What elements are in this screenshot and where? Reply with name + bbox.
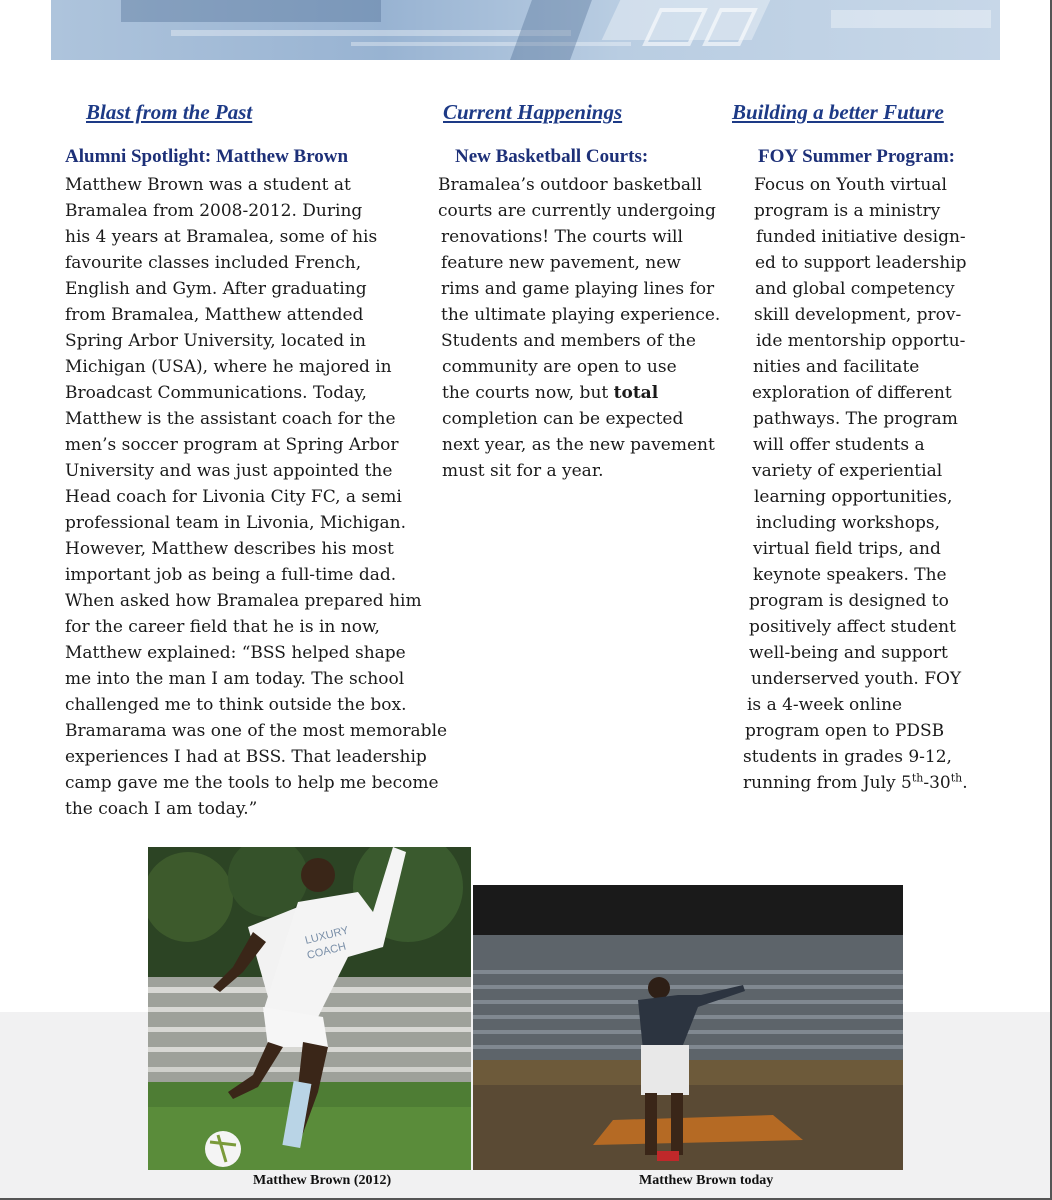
foy-text-line: ide mentorship opportu- xyxy=(756,331,966,351)
foy-text-line: program is a ministry xyxy=(754,201,941,221)
heading-blast-from-the-past: Blast from the Past xyxy=(86,100,253,124)
alumni-text-line: When asked how Bramalea prepared him xyxy=(65,591,422,611)
courts-text-line: community are open to use xyxy=(442,357,677,377)
alumni-text-line: Matthew explained: “BSS helped shape xyxy=(65,643,406,663)
alumni-text-line: Michigan (USA), where he majored in xyxy=(65,357,392,377)
alumni-text-line: from Bramalea, Matthew attended xyxy=(65,305,364,325)
foy-dates-fragment: -30 xyxy=(923,773,951,793)
alumni-text-line: Bramarama was one of the most memorable xyxy=(65,721,448,741)
foy-dates-fragment: running from July 5 xyxy=(743,773,912,793)
svg-text:COACH: COACH xyxy=(305,940,348,962)
alumni-text-line: Head coach for Livonia City FC, a semi xyxy=(65,487,402,507)
ordinal-superscript: th xyxy=(950,771,963,785)
foy-dates-fragment: . xyxy=(962,773,968,793)
matthew-brown-today-photo xyxy=(473,885,903,1170)
foy-text-line: and global competency xyxy=(755,279,955,299)
foy-text-line: including workshops, xyxy=(756,513,940,533)
subheading-foy-summer-program: FOY Summer Program: xyxy=(758,146,955,167)
foy-text-line: students in grades 9-12, xyxy=(743,747,952,767)
foy-text-line: learning opportunities, xyxy=(754,487,953,507)
foy-text-line: keynote speakers. The xyxy=(753,565,947,585)
alumni-text-line: camp gave me the tools to help me become xyxy=(65,773,439,793)
photo-caption-today: Matthew Brown today xyxy=(639,1173,774,1188)
alumni-text-line: the coach I am today.” xyxy=(65,799,258,819)
foy-text-line: variety of experiential xyxy=(752,461,943,481)
alumni-text-line: me into the man I am today. The school xyxy=(65,669,405,689)
foy-text-line: program is designed to xyxy=(749,591,949,611)
courts-text-line: renovations! The courts will xyxy=(441,227,683,247)
alumni-text-line: men’s soccer program at Spring Arbor xyxy=(65,435,399,455)
alumni-text-line: important job as being a full-time dad. xyxy=(65,565,397,585)
courts-text-line: the ultimate playing experience. xyxy=(441,305,721,325)
foy-text-line: pathways. The program xyxy=(753,409,958,429)
courts-text-line: next year, as the new pavement xyxy=(442,435,715,455)
foy-text-line: ed to support leadership xyxy=(755,253,967,273)
courts-text-line: Bramalea’s outdoor basketball xyxy=(438,175,702,195)
foy-dates-line xyxy=(743,770,992,796)
alumni-text-line: experiences I had at BSS. That leadership xyxy=(65,747,427,767)
subheading-alumni-spotlight: Alumni Spotlight: Matthew Brown xyxy=(65,146,349,167)
photo-caption-2012: Matthew Brown (2012) xyxy=(253,1173,392,1188)
alumni-text-line: Bramalea from 2008-2012. During xyxy=(65,201,363,221)
alumni-text-line: However, Matthew describes his most xyxy=(65,539,394,559)
heading-building-a-better-future: Building a better Future xyxy=(732,100,944,124)
heading-current-happenings: Current Happenings xyxy=(443,100,623,124)
courts-text-fragment: the courts now, but xyxy=(442,383,614,403)
bold-word-total: total xyxy=(613,383,659,403)
foy-text-line: will offer students a xyxy=(753,435,925,455)
header-banner-image xyxy=(51,0,1000,60)
alumni-text-line: University and was just appointed the xyxy=(65,461,393,481)
foy-text-line: virtual field trips, and xyxy=(753,539,941,559)
courts-text-line: completion can be expected xyxy=(442,409,684,429)
foy-text-line: program open to PDSB xyxy=(745,721,945,741)
foy-text-line: underserved youth. FOY xyxy=(751,669,962,689)
courts-text-line: rims and game playing lines for xyxy=(441,279,715,299)
foy-text-line: Focus on Youth virtual xyxy=(754,175,947,195)
basketball-courts-text xyxy=(438,172,738,484)
alumni-text-line: favourite classes included French, xyxy=(65,253,362,273)
alumni-text-line: Spring Arbor University, located in xyxy=(65,331,366,351)
alumni-text-line: challenged me to think outside the box. xyxy=(65,695,407,715)
courts-text-line: Students and members of the xyxy=(441,331,696,351)
alumni-text-line: English and Gym. After graduating xyxy=(65,279,367,299)
foy-text-line: well-being and support xyxy=(749,643,948,663)
alumni-text-line: Matthew Brown was a student at xyxy=(65,175,351,195)
foy-text-line: is a 4-week online xyxy=(747,695,903,715)
foy-text-line: nities and facilitate xyxy=(753,357,920,377)
courts-text-line: courts are currently undergoing xyxy=(438,201,716,221)
alumni-spotlight-text xyxy=(65,172,465,822)
foy-text-line: funded initiative design- xyxy=(756,227,966,247)
foy-text-line: positively affect student xyxy=(749,617,956,637)
subheading-basketball-courts: New Basketball Courts: xyxy=(455,146,649,167)
alumni-text-line: his 4 years at Bramalea, some of his xyxy=(65,227,378,247)
alumni-text-line: Matthew is the assistant coach for the xyxy=(65,409,396,429)
foy-text-line: skill development, prov- xyxy=(754,305,962,325)
matthew-brown-2012-photo xyxy=(148,847,471,1170)
foy-program-text xyxy=(743,172,992,796)
foy-text-line: exploration of different xyxy=(752,383,952,403)
ordinal-superscript: th xyxy=(911,771,924,785)
courts-text-line: must sit for a year. xyxy=(442,461,604,481)
alumni-text-line: professional team in Livonia, Michigan. xyxy=(65,513,406,533)
courts-text-line: feature new pavement, new xyxy=(441,253,681,273)
svg-text:LUXURY: LUXURY xyxy=(303,924,350,947)
alumni-text-line: Broadcast Communications. Today, xyxy=(65,383,367,403)
alumni-text-line: for the career field that he is in now, xyxy=(65,617,380,637)
courts-text-line xyxy=(442,380,738,406)
